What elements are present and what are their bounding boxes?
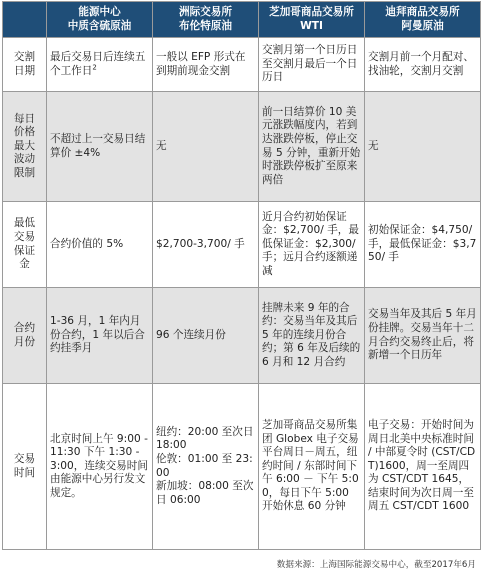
category-cell: 每日 价格 最大 波动 限制 [3,92,47,202]
row-delivery-date [3,38,481,92]
footnote-marker: 2 [92,62,97,71]
header-cme-wti: 芝加哥商品交易所 WTI [259,2,365,38]
cell-dme-oman: 初始保证金：$4,750/ 手，最低保证金：$3,750/ 手 [365,202,481,288]
cell-ice-brent: 96 个连续月份 [153,288,259,384]
row-contract-months [3,288,481,384]
cell-cme-wti: 近月合约初始保证金：$2,700/ 手，最低保证金：$2,300/ 手；远月合约逐额递减 [259,202,365,288]
category-cell: 交割 日期 [3,38,47,92]
cell-cme-wti: 挂牌未来 9 年的合约：交易当年及其后 5 年的连续月份合约；第 6 年及后续的 6 月和 12 月合约 [259,288,365,384]
header-ine: 能源中心 中质含硫原油 [47,2,153,38]
cell-dme-oman: 交割月前一个月配对、找油轮，交割月交割 [365,38,481,92]
cell-cme-wti: 交割月第一个日历日至交割月最后一个日历日 [259,38,365,92]
row-margin [3,202,481,288]
cell-ine: 合约价值的 5% [47,202,153,288]
cell-cme-wti: 前一日结算价 10 美元涨跌幅度内，若到达涨跌停板，停止交易 5 分钟，重新开始时涨跌停板扩至原来两倍 [259,92,365,202]
cell-ice-brent: 纽约：20:00 至次日 18:00 伦敦：01:00 至 23:00 新加坡：08:00 至次日 06:00 [153,384,259,550]
header-dme-oman: 迪拜商品交易所 阿曼原油 [365,2,481,38]
cell-ine: 北京时间上午 9:00 - 11:30 下午 1:30 - 3:00，连续交易时间由能源中心另行发文规定。 [47,384,153,550]
cell-ice-brent: 一般以 EFP 形式在到期前现金交割 [153,38,259,92]
data-source-note: 数据来源：上海国际能源交易中心，截至2017年6月 [276,560,476,570]
cell-ine: 不超过上一交易日结算价 ±4% [47,92,153,202]
cell-ine [47,38,153,92]
header-stub [3,2,47,38]
header-ice-brent: 洲际交易所 布伦特原油 [153,2,259,38]
cell-ice-brent: 无 [153,92,259,202]
header-row [3,2,481,38]
category-cell: 最低 交易 保证 金 [3,202,47,288]
cell-ice-brent: $2,700-3,700/ 手 [153,202,259,288]
cell-dme-oman: 无 [365,92,481,202]
row-trading-hours [3,384,481,550]
category-cell: 合约 月份 [3,288,47,384]
comparison-table [2,1,481,550]
cell-text: 最后交易日后连续五个工作日 [50,50,146,77]
category-cell: 交易 时间 [3,384,47,550]
cell-dme-oman: 电子交易：开始时间为周日北美中央标准时间 / 中部夏令时 (CST/CDT)1600，周一至周四为 CST/CDT 1645，结束时间为次日周一至周五 CST/CDT 1600 [365,384,481,550]
cell-cme-wti: 芝加哥商品交易所集团 Globex 电子交易平台周日－周五，纽约时间 / 东部时间下午 6:00 － 下午 5:00，每日下午 5:00 开始休息 60 分钟 [259,384,365,550]
cell-dme-oman: 交易当年及其后 5 年月份挂牌。交易当年十二月合约交易终止后，将新增一个日历年 [365,288,481,384]
row-daily-limit [3,92,481,202]
cell-ine: 1-36 月，1 年内月份合约，1 年以后合约挂季月 [47,288,153,384]
